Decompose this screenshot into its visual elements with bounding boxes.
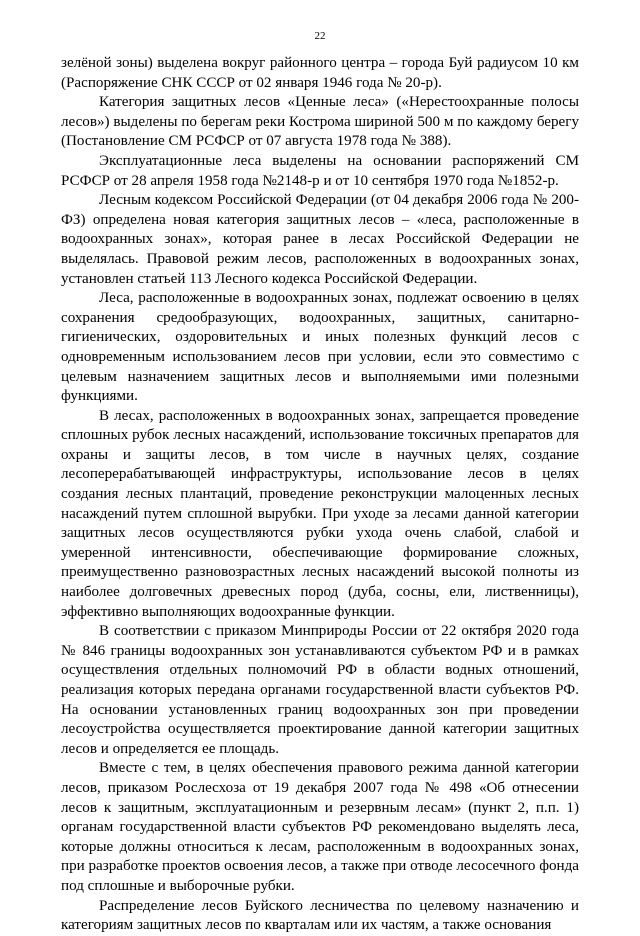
document-body [61, 54, 579, 936]
paragraph: В соответствии с приказом Минприроды России от 22 октября 2020 года № 846 границы водоохранных зон устанавливаются субъектом РФ и в рамках осуществления отдельных полномочий РФ в области водных отношений, реализация которых передана органами государственной власти субъектов РФ. На основании установленных границ водоохранных зон при проведении лесоустройства осуществляется проектирование данной категории защитных лесов и определяется ее площадь. [61, 623, 579, 757]
paragraph: зелёной зоны) выделена вокруг районного центра – города Буй радиусом 10 км (Распоряжение СНК СССР от 02 января 1946 года № 20-р). [61, 55, 579, 91]
paragraph: Распределение лесов Буйского лесничества по целевому назначению и категориям защитных лесов по кварталам или их частям, а также основания [61, 897, 579, 934]
paragraph: Лесным кодексом Российской Федерации (от 04 декабря 2006 года № 200-ФЗ) определена новая категория защитных лесов – «леса, расположенные в водоохранных зонах», которая ранее в лесах Российской Федерации не выделялась. Правовой режим лесов, расположенных в водоохранных зонах, установлен статьей 113 Лесного кодекса Российской Федерации. [61, 192, 579, 287]
paragraph: В лесах, расположенных в водоохранных зонах, запрещается проведение сплошных рубок лесных насаждений, использование токсичных препаратов для охраны и защиты лесов, в том числе в научных целях, создание лесоперерабатывающей инфраструктуры, использование лесов в целях создания лесных плантаций, проведение реконструкции малоценных лесных насаждений путем сплошной вырубки. При уходе за лесами данной категории защитных лесов осуществляются рубки ухода очень слабой, слабой и умеренной интенсивности, обеспечивающие формирование сложных, преимущественно разновозрастных лесных насаждений высокой полноты из наиболее долговечных древесных пород (дуба, сосны, ели, лиственницы), эффективно выполняющих водоохранные функции. [61, 407, 579, 620]
paragraph: Категория защитных лесов «Ценные леса» («Нерестоохранные полосы лесов») выделены по берегам реки Кострома шириной 500 м по каждому берегу (Постановление СМ РСФСР от 07 августа 1978 года № 388). [61, 94, 579, 150]
paragraph: Вместе с тем, в целях обеспечения правового режима данной категории лесов, приказом Рослесхоза от 19 декабря 2007 года № 498 «Об отнесении лесов к защитным, эксплуатационным и резервным лесам» (пункт 2, п.п. 1) органам государственной власти субъектов РФ рекомендовано выделять леса, которые должны относиться к лесам, расположенным в водоохранных зонах, при разработке проектов освоения лесов, а также при отводе лесосечного фонда под сплошные и выборочные рубки. [61, 760, 579, 894]
page-number: 22 [314, 30, 326, 42]
paragraph: Леса, расположенные в водоохранных зонах, подлежат освоению в целях сохранения средообразующих, водоохранных, защитных, санитарно-гигиенических, оздоровительных и иных полезных функций лесов с одновременным использованием лесов при условии, если это совместимо с целевым назначением защитных лесов и выполняемыми ими полезными функциями. [61, 290, 579, 405]
paragraph: Эксплуатационные леса выделены на основании распоряжений СМ РСФСР от 28 апреля 1958 года №2148-р и от 10 сентября 1970 года №1852-р. [61, 152, 579, 189]
